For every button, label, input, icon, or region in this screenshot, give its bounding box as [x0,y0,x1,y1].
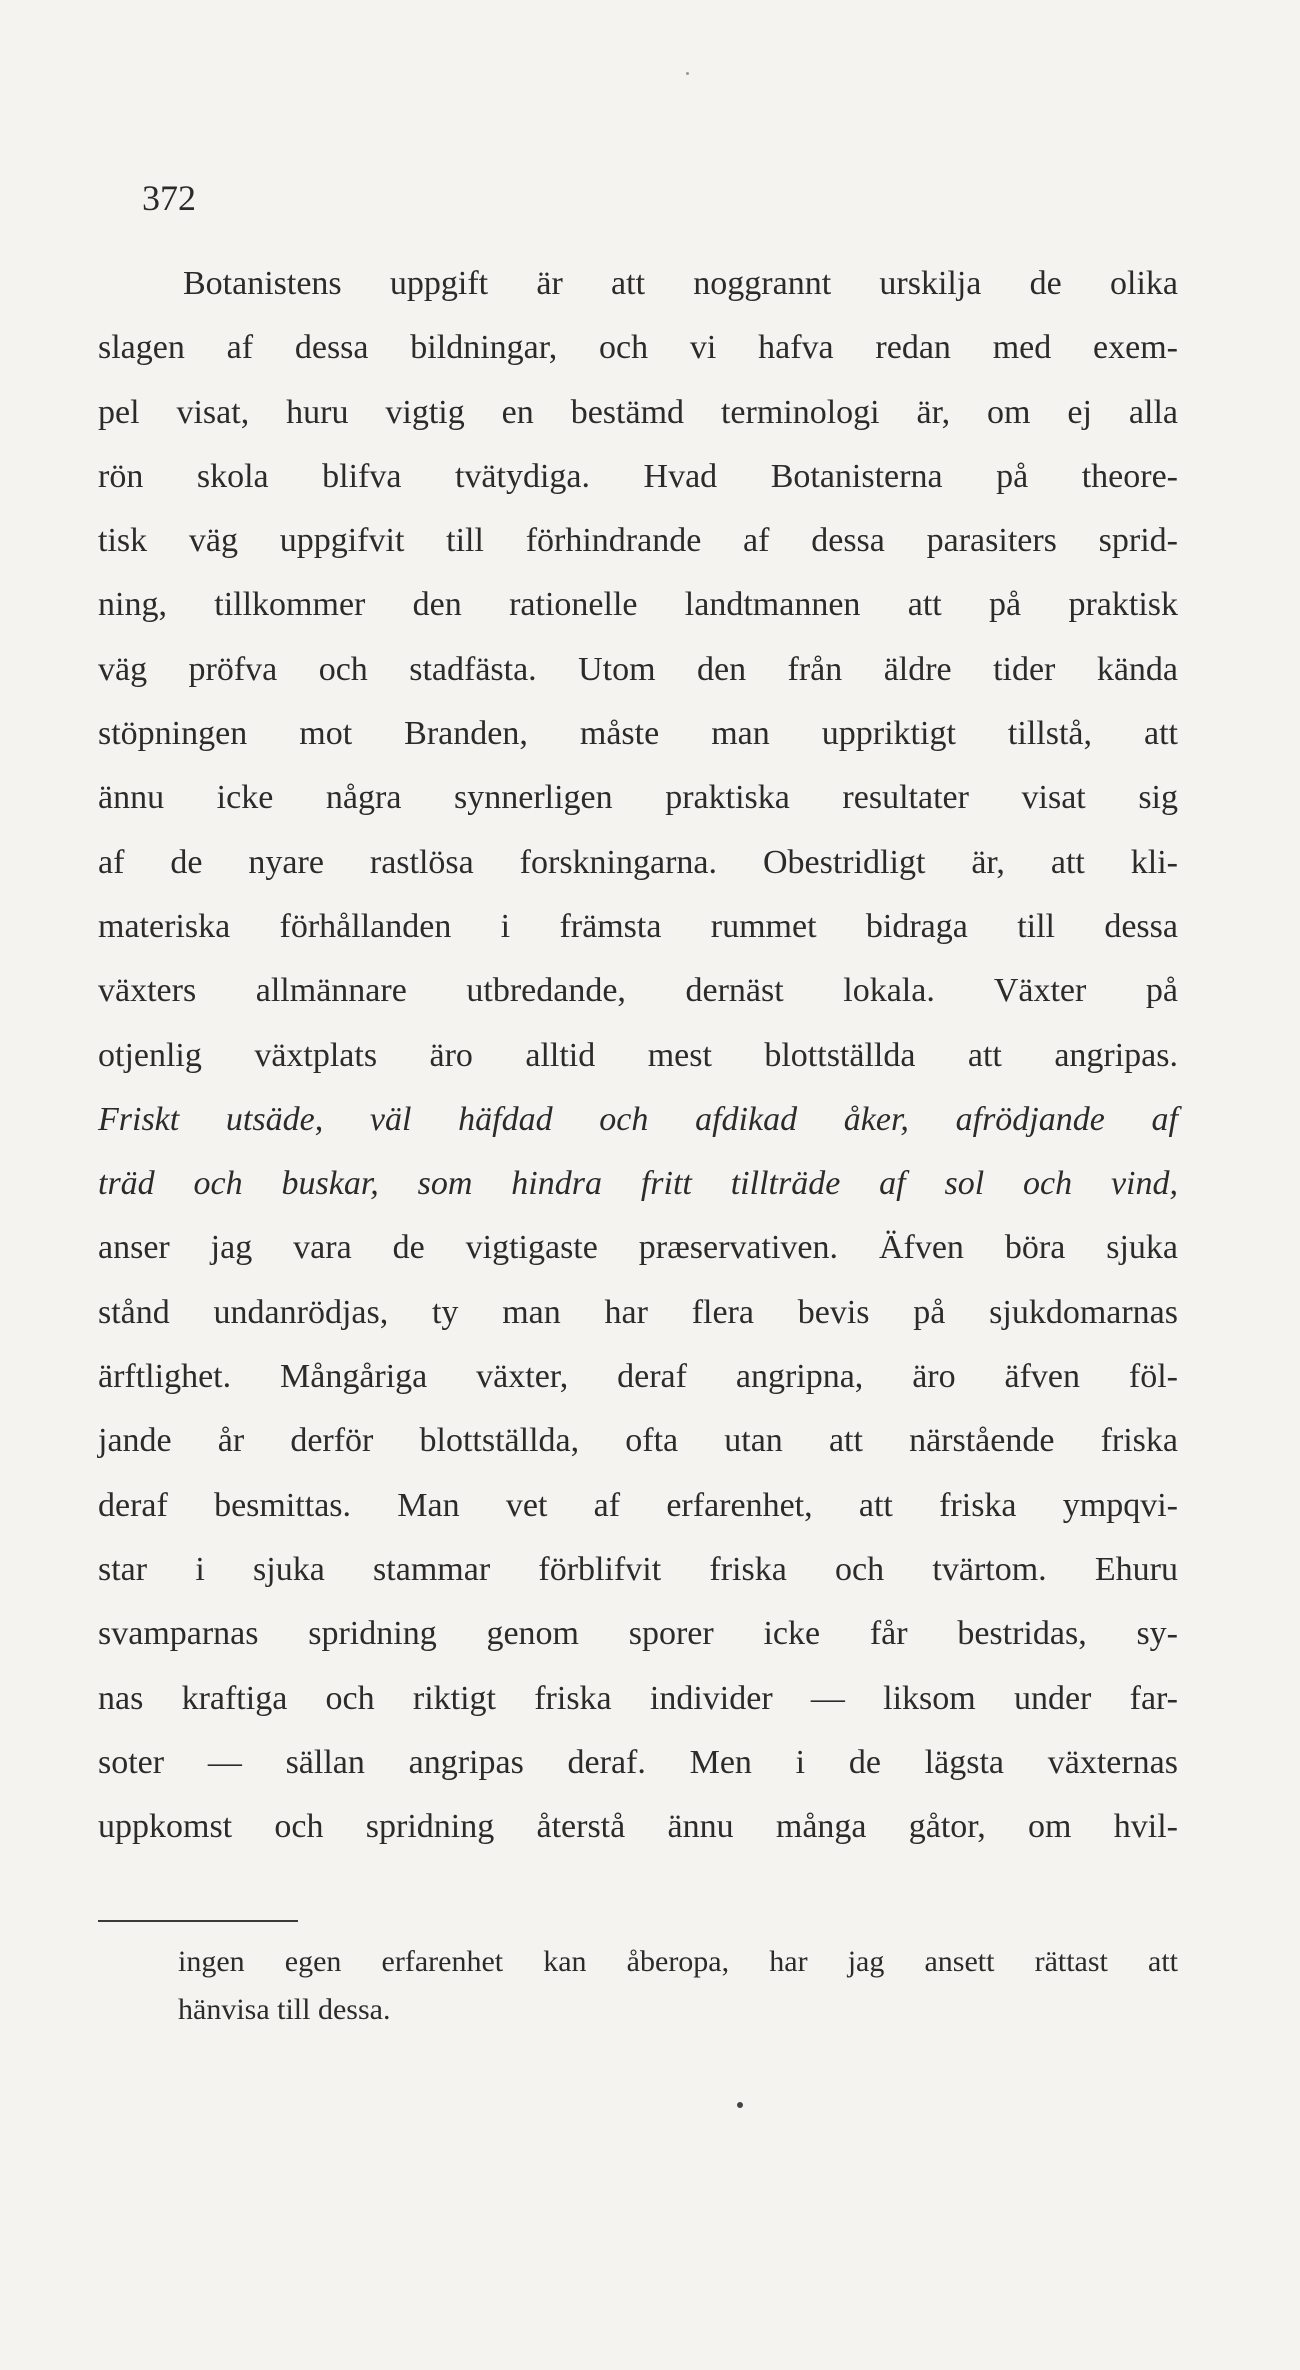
ink-speck [737,2102,743,2108]
text-line: svamparnas spridning genom sporer icke får bestridas, sy- [98,1615,1178,1653]
text-line: ning, tillkommer den rationelle landtmannen att på praktisk [98,586,1178,624]
page-number: 372 [142,178,196,218]
footnote [98,1938,1178,2034]
text-line: materiska förhållanden i främsta rummet bidraga till dessa [98,907,1178,945]
text-line: uppkomst och spridning återstå ännu många gåtor, om hvil- [98,1808,1178,1846]
text-line: anser jag vara de vigtigaste præservativen. Äfven böra sjuka [98,1229,1178,1267]
text-line: jande år derför blottställda, ofta utan att närstående friska [98,1422,1178,1460]
text-line: pel visat, huru vigtig en bestämd terminologi är, om ej alla [98,393,1178,431]
ink-speck [686,72,689,75]
text-line: soter — sällan angripas deraf. Men i de lägsta växternas [98,1743,1178,1781]
text-line: ärftlighet. Mångåriga växter, deraf angripna, äro äfven föl- [98,1358,1178,1396]
text-line: Botanistens uppgift är att noggrannt urskilja de olika [183,265,1178,302]
text-line: tisk väg uppgifvit till förhindrande af dessa parasiters sprid- [98,522,1178,560]
footnote-line: ingen egen erfarenhet kan åberopa, har jag ansett rättast att [178,1945,1178,1978]
body-text [98,252,1178,1859]
text-line-italic: träd och buskar, som hindra fritt tillträde af sol och vind, [98,1165,1178,1203]
text-line: växters allmännare utbredande, dernäst lokala. Växter på [98,972,1178,1010]
text-line: väg pröfva och stadfästa. Utom den från äldre tider kända [98,650,1178,688]
text-line: stöpningen mot Branden, måste man uppriktigt tillstå, att [98,715,1178,753]
text-line: ännu icke några synnerligen praktiska resultater visat sig [98,779,1178,817]
text-line: deraf besmittas. Man vet af erfarenhet, att friska ympqvi- [98,1486,1178,1524]
text-line: star i sjuka stammar förblifvit friska och tvärtom. Ehuru [98,1550,1178,1588]
text-line-italic: Friskt utsäde, väl häfdad och afdikad åker, afrödjande af [98,1100,1178,1138]
text-line: rön skola blifva tvätydiga. Hvad Botanisterna på theore- [98,457,1178,495]
text-line: otjenlig växtplats äro alltid mest blottställda att angripas. [98,1036,1178,1074]
footnote-divider [98,1920,298,1922]
text-line: stånd undanrödjas, ty man har flera bevis på sjukdomarnas [98,1293,1178,1331]
text-line: af de nyare rastlösa forskningarna. Obestridligt är, att kli- [98,843,1178,881]
footnote-line: hänvisa till dessa. [178,1993,391,2026]
text-line: nas kraftiga och riktigt friska individer — liksom under far- [98,1679,1178,1717]
text-line: slagen af dessa bildningar, och vi hafva redan med exem- [98,329,1178,367]
